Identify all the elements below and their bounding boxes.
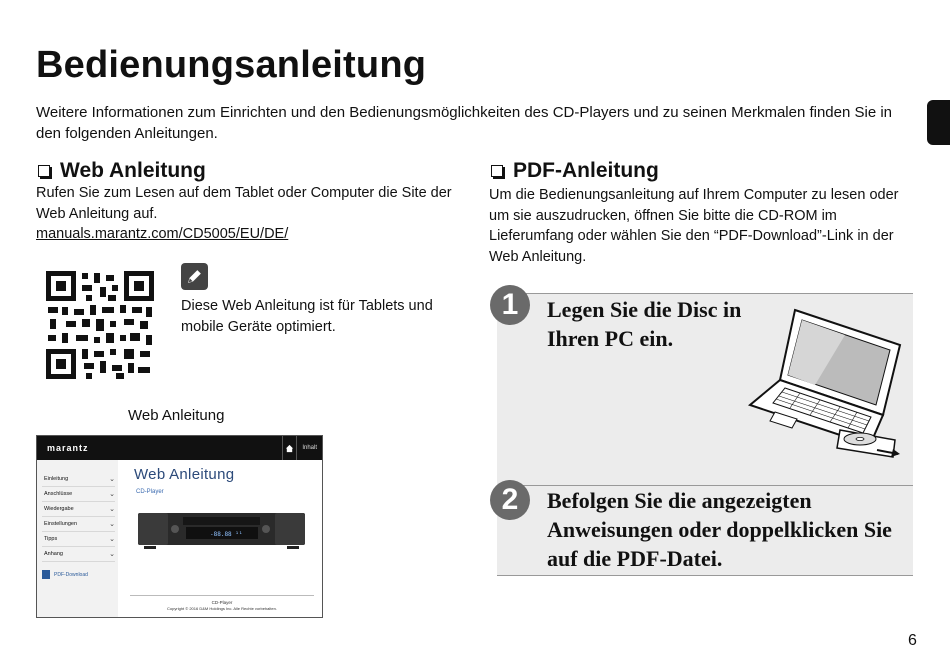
chevron-down-icon: ⌄ xyxy=(109,551,115,558)
pdf-section-heading xyxy=(491,159,659,183)
pdf-section-text: Um die Bedienungsanleitung auf Ihrem Computer zu lesen oder um sie auszudrucken, öffnen Sie bitte die CD-ROM im Lieferumfang oder wählen Sie den “PDF-Download”-Link in der Web Anleitung. xyxy=(489,187,899,265)
mockup-menu-item xyxy=(42,532,115,547)
web-section-text xyxy=(36,183,456,245)
qr-caption: Web Anleitung xyxy=(128,407,225,424)
chevron-down-icon: ⌄ xyxy=(109,536,115,543)
mockup-menu-item xyxy=(42,547,115,562)
chevron-down-icon: ⌄ xyxy=(109,521,115,528)
mockup-menu-label: Wiedergabe xyxy=(44,506,74,512)
web-manual-note: Diese Web Anleitung ist für Tablets und mobile Geräte optimiert. xyxy=(181,298,433,335)
chevron-down-icon: ⌄ xyxy=(109,506,115,513)
laptop-illustration xyxy=(745,300,905,465)
mockup-menu-item xyxy=(42,472,115,487)
chevron-down-icon: ⌄ xyxy=(109,491,115,498)
step-2-badge: 2 xyxy=(490,480,530,520)
mockup-pdf-link xyxy=(42,570,118,579)
checkbox-icon xyxy=(38,165,50,177)
web-section-heading xyxy=(38,159,206,183)
mockup-menu-label: Anschlüsse xyxy=(44,491,73,497)
mockup-menu-label: Anhang xyxy=(44,551,63,557)
mockup-menu-item xyxy=(42,487,115,502)
chevron-down-icon: ⌄ xyxy=(109,476,115,483)
pencil-icon xyxy=(181,263,208,290)
mockup-menu-item xyxy=(42,502,115,517)
mockup-inhalt: Inhalt xyxy=(296,436,322,460)
chapter-tab xyxy=(927,100,950,145)
mockup-footer-product: CD-Player xyxy=(211,600,233,605)
mockup-title: Web Anleitung xyxy=(134,466,235,483)
page-title: Bedienungsanleitung xyxy=(36,44,427,86)
mockup-menu-label: Einstellungen xyxy=(44,521,78,527)
intro-text: Weitere Informationen zum Einrichten und den Bedienungsmöglichkeiten des CD-Players und zu seinen Merkmalen finden Sie in den folgenden Anleitungen. xyxy=(36,104,893,142)
mockup-pdf-label: PDF-Download xyxy=(54,571,88,578)
mockup-menu-item xyxy=(42,517,115,532)
mockup-main xyxy=(134,466,319,495)
pdf-icon xyxy=(42,570,50,579)
pdf-section-title: PDF-Anleitung xyxy=(513,159,659,182)
qr-code xyxy=(46,271,154,379)
checkbox-icon xyxy=(491,165,503,177)
page-number: 6 xyxy=(908,632,917,649)
mockup-menu-label: Tipps xyxy=(44,536,58,542)
mockup-subtitle: CD-Player xyxy=(136,489,164,495)
mockup-footer-copyright: Copyright © 2016 D&M Holdings Inc. Alle Rechte vorbehalten. xyxy=(167,606,277,611)
svg-text:-88.88 ¹¹: -88.88 ¹¹ xyxy=(210,531,243,538)
step-1-text: Legen Sie die Disc in Ihren PC ein. xyxy=(547,297,742,351)
step-2-text: Befolgen Sie die angezeigten Anweisungen oder doppelklicken Sie auf die PDF-Datei. xyxy=(547,488,892,571)
mockup-header xyxy=(37,436,322,460)
step-1-badge: 1 xyxy=(490,285,530,325)
web-manual-screenshot xyxy=(36,435,323,618)
web-section-description: Rufen Sie zum Lesen auf dem Tablet oder Computer die Site der Web Anleitung auf. xyxy=(36,185,452,222)
mockup-sidebar xyxy=(37,460,118,618)
home-icon xyxy=(282,436,296,460)
mockup-footer-divider xyxy=(130,595,314,596)
web-manual-link[interactable]: manuals.marantz.com/CD5005/EU/DE/ xyxy=(36,226,289,242)
mockup-menu-label: Einleitung xyxy=(44,476,69,482)
marantz-logo: marantz xyxy=(47,443,89,453)
web-section-title: Web Anleitung xyxy=(60,159,206,182)
cd-player-image xyxy=(138,511,305,551)
